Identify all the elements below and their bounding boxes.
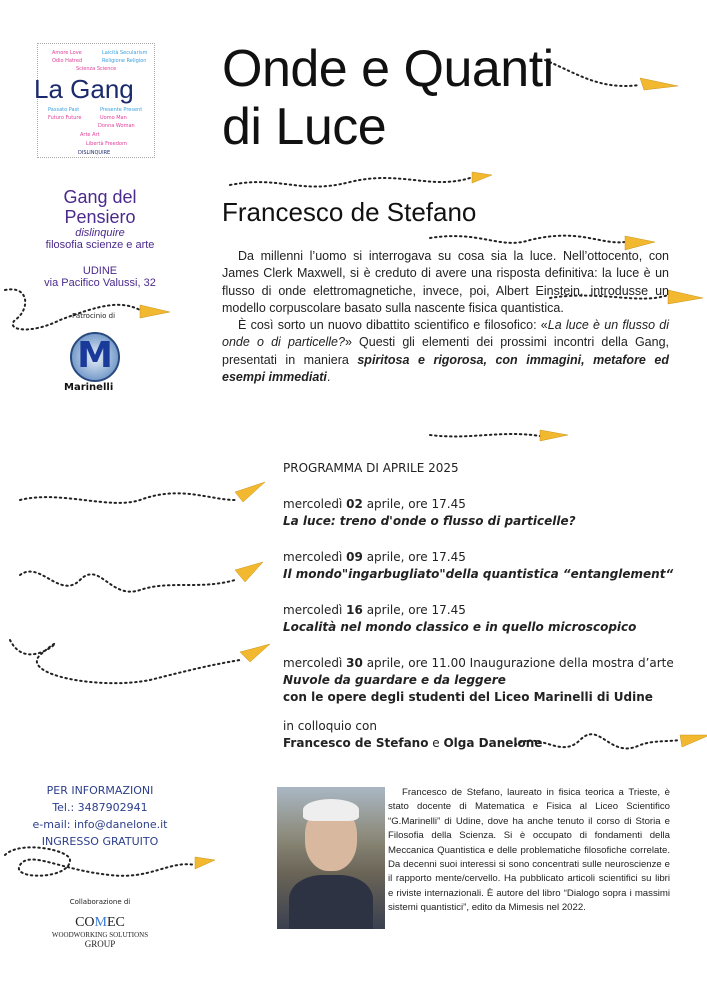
- info-heading: PER INFORMAZIONI: [46, 784, 154, 797]
- org-city: UDINE: [82, 265, 118, 277]
- title-line: di Luce: [222, 98, 387, 156]
- marinelli-m-mark: M: [77, 335, 113, 376]
- logo-word: Libertà Freedom: [86, 141, 127, 147]
- org-name: Gang del: [63, 187, 137, 207]
- info-phone: Tel.: 3487902941: [52, 801, 148, 814]
- patronage-label: Patrocinio di: [72, 312, 116, 320]
- logo-word: Odio Hatred: [52, 58, 83, 64]
- logo-word: Passato Past: [48, 107, 80, 113]
- marinelli-logo: [64, 332, 120, 393]
- event-4: mercoledì 30 aprile, ore 11.00 Inaugurazione della mostra d’arte Nuvole da guardare e da leggere con le opere degli studenti del Liceo Marinelli di Udine: [283, 656, 674, 704]
- logo-word: Futuro Future: [48, 115, 82, 121]
- logo-word: Arte Art: [80, 132, 100, 138]
- org-block: [0, 187, 200, 289]
- logo-word: Donna Woman: [98, 123, 135, 129]
- logo-word: Presente Present: [100, 107, 143, 113]
- logo-title: La Gang: [34, 74, 134, 104]
- event-1: mercoledì 02 aprile, ore 17.45 La luce: treno d'onde o flusso di particelle?: [283, 497, 576, 528]
- sponsor-name: Marinelli: [64, 382, 114, 393]
- org-address: via Pacifico Valussi, 32: [44, 277, 156, 289]
- logo-word: Uomo Man: [100, 115, 127, 121]
- author-bio: Francesco de Stefano, laureato in fisica teorica a Trieste, è stato docente di Matematica e Fisica al Liceo Scientifico “G.Marinelli” di Udine, dove ha anche tenuto il corso di Storia e Filosofia della Scienza. Si è occupato di fondamenti della Meccanica Quantistica e delle problematiche filosofiche correlate. Da decenni suoi interessi si sono concentrati sulle neuroscienze e il rapporto mente/cervello. Ha pubblicato articoli scientifici su libri e riviste internazionali. È autore del libro “Dialogo sopra i massimi sistemi quantistici”, edito da Mimesis nel 2022.: [388, 787, 670, 914]
- event-3: mercoledì 16 aprile, ore 17.45 Località nel mondo classico e in quello microscopico: [283, 603, 637, 634]
- comec-logo: COMEC WOODWORKING SOLUTIONS GROUP: [51, 915, 149, 949]
- org-subtitle: filosofia scienze e arte: [45, 239, 155, 251]
- collab-label: Collaborazione di: [69, 898, 131, 906]
- colloquio: in colloquio con Francesco de Stefano e Olga Danelone: [283, 719, 543, 750]
- logo-word: Amore Love: [52, 50, 82, 56]
- intro-paragraph: È così sorto un nuovo dibattito scientifico e filosofico: «La luce è un flusso di onde o di particelle?» Questi gli elementi dei prossimi incontri della Gang, presentati in maniera spiritosa e rigorosa, con immagini, metafore ed esempi immediati.: [222, 318, 669, 385]
- logo-word: DISLINQUIRE: [78, 150, 111, 156]
- logo-word: Religione Religion: [102, 58, 147, 64]
- title-line: Onde e Quanti: [222, 40, 554, 98]
- intro-paragraph: Da millenni l’uomo si interrogava su cosa sia la luce. Nell’ottocento, con James Clerk Maxwell, si è creduto di avere una risposta definitiva: la luce è un flusso di onde elettromagnetiche, invece, poi, Albert Einstein, introdusse un modello corpuscolare basato sulla nascente fisica quantistica.: [222, 249, 669, 315]
- org-name: Pensiero: [64, 207, 136, 227]
- logo-word: Scienza Science: [76, 66, 117, 72]
- info-entry: INGRESSO GRATUITO: [41, 835, 159, 848]
- logo-word: Laicità Secularism: [102, 50, 148, 56]
- org-tagline: dislinquire: [75, 227, 125, 239]
- author-photo: [277, 787, 385, 929]
- la-gang-logo: [34, 43, 155, 158]
- event-2: mercoledì 09 aprile, ore 17.45 Il mondo"ingarbugliato"della quantistica “entanglement“: [283, 550, 674, 581]
- info-email[interactable]: e-mail: info@danelone.it: [32, 818, 168, 831]
- intro-text: [222, 248, 669, 386]
- author-name: Francesco de Stefano: [222, 197, 477, 227]
- program-heading: PROGRAMMA DI APRILE 2025: [283, 461, 459, 475]
- info-block: [0, 782, 200, 850]
- page-title: [222, 40, 554, 156]
